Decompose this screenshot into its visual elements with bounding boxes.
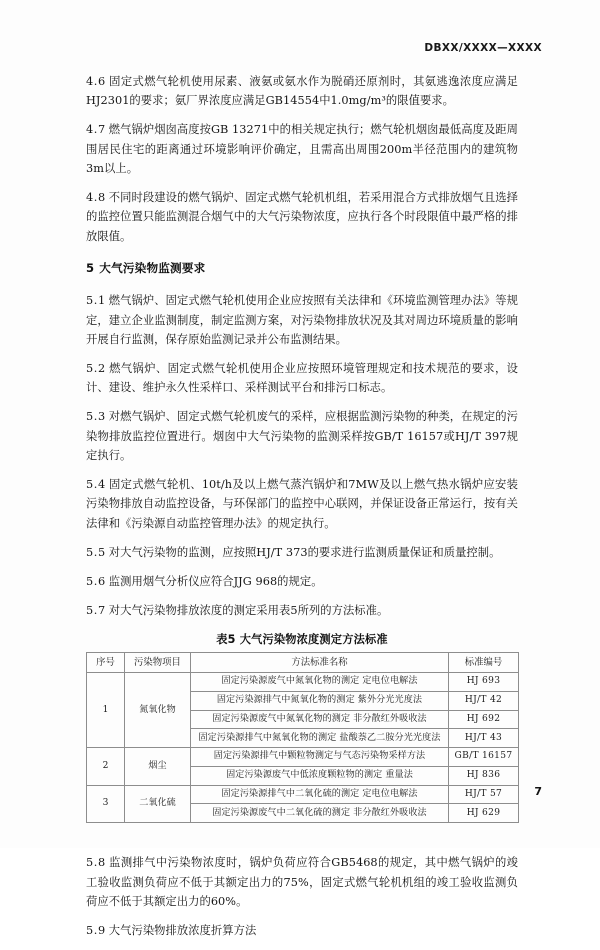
cell-method: 固定污染源排气中氮氧化物的测定 盐酸萘乙二胺分光光度法 [191, 729, 449, 748]
cell-code: HJ/T 43 [449, 729, 519, 748]
clause-number: 5.4 [86, 478, 106, 491]
cell-method: 固定污染源废气中二氧化硫的测定 非分散红外吸收法 [191, 804, 449, 823]
page-header-standard-code: DBXX/XXXX—XXXX [424, 42, 542, 54]
cell-method: 固定污染源废气中氮氧化物的测定 定电位电解法 [191, 672, 449, 691]
clause-number: 5.9 [86, 923, 106, 937]
section-title: 大气污染物监测要求 [99, 261, 206, 276]
clause-5-9 [86, 921, 518, 940]
clause-number: 4.6 [86, 75, 106, 88]
column-header-code: 标准编号 [449, 652, 519, 672]
table-bottom-spacer [86, 827, 518, 853]
section-number: 5 [86, 261, 95, 276]
cell-method: 固定污染源废气中低浓度颗粒物的测定 重量法 [191, 766, 449, 785]
cell-index: 2 [87, 748, 125, 786]
column-header-method: 方法标准名称 [191, 652, 449, 672]
clause-text: 对大气污染物排放浓度的测定采用表5所列的方法标准。 [108, 603, 389, 617]
section-5-heading [86, 259, 518, 278]
table-row [87, 748, 519, 767]
clause-text: 燃气锅炉、固定式燃气轮机使用企业应按照有关法律和《环境监测管理办法》等规定，建立企业监测制度，制定监测方案，对污染物排放状况及其对周边环境质量的影响开展自行监测，保存原始监测记录并公布监测结果。 [86, 294, 518, 347]
table5-caption: 表5 大气污染物浓度测定方法标准 [216, 632, 388, 646]
cell-method: 固定污染源排气中颗粒物测定与气态污染物采样方法 [191, 748, 449, 767]
clause-5-4 [86, 475, 518, 533]
cell-pollutant: 氮氧化物 [125, 672, 191, 747]
cell-code: HJ 629 [449, 804, 519, 823]
clause-5-5 [86, 543, 518, 562]
column-header-pollutant: 污染物项目 [125, 652, 191, 672]
clause-text: 燃气锅炉烟囱高度按GB 13271中的相关规定执行；燃气轮机烟囱最低高度及距周围居民住宅的距离通过环境影响评价确定，且需高出周围200m半径范围内的建筑物3m以上。 [86, 123, 518, 176]
clause-4-6 [86, 72, 518, 111]
clause-text: 不同时段建设的燃气锅炉、固定式燃气轮机机组，若采用混合方式排放烟气且选择的监控位置只能监测混合烟气中的大气污染物浓度，应执行各个时段限值中最严格的排放限值。 [86, 191, 518, 243]
table-row [87, 785, 519, 804]
clause-5-1 [86, 291, 518, 349]
cell-method: 固定污染源排气中二氧化硫的测定 定电位电解法 [191, 785, 449, 804]
clause-number: 5.2 [86, 361, 106, 375]
cell-code: HJ/T 42 [449, 691, 519, 710]
cell-code: HJ 836 [449, 766, 519, 785]
clause-5-2 [86, 359, 518, 398]
clause-text: 监测用烟气分析仪应符合JJG 968的规定。 [108, 574, 323, 588]
cell-index: 3 [87, 785, 125, 823]
clause-number: 5.7 [86, 603, 106, 617]
cell-method: 固定污染源废气中氮氧化物的测定 非分散红外吸收法 [191, 710, 449, 729]
document-content [86, 72, 518, 950]
cell-code: HJ 693 [449, 672, 519, 691]
clause-5-7 [86, 601, 518, 620]
column-header-index: 序号 [87, 652, 125, 672]
clause-text: 监测排气中污染物浓度时，锅炉负荷应符合GB5468的规定，其中燃气锅炉的竣工验收监测负荷应不低于其额定出力的75%，固定式燃气轮机机组的竣工验收监测负荷应不低于其额定出力的60%。 [86, 856, 518, 908]
cell-pollutant: 烟尘 [125, 748, 191, 786]
cell-method: 固定污染源排气中氮氧化物的测定 紫外分光光度法 [191, 691, 449, 710]
page-number: 7 [534, 785, 542, 798]
cell-code: HJ/T 57 [449, 785, 519, 804]
clause-text: 固定式燃气轮机、10t/h及以上燃气蒸汽锅炉和7MW及以上燃气热水锅炉应安装污染物排放自动监控设备，与环保部门的监控中心联网，并保证设备正常运行，按有关法律和《污染源自动监控管理办法》的规定执行。 [86, 478, 518, 530]
clause-5-3 [86, 407, 518, 465]
cell-code: HJ 692 [449, 710, 519, 729]
clause-number: 5.3 [86, 410, 106, 424]
table5-body [87, 672, 519, 822]
clause-number: 5.5 [86, 545, 106, 559]
clause-number: 5.8 [86, 856, 106, 870]
cell-index: 1 [87, 672, 125, 747]
clause-number: 5.1 [86, 294, 106, 308]
table-row [87, 672, 519, 691]
clause-number: 4.7 [86, 123, 106, 137]
clause-4-8 [86, 188, 518, 246]
table5-header [87, 652, 519, 672]
clause-text: 对燃气锅炉、固定式燃气轮机废气的采样，应根据监测污染物的种类，在规定的污染物排放监控位置进行。烟囱中大气污染物的监测采样按GB/T 16157或HJ/T 397规定执行。 [86, 410, 518, 463]
clause-number: 4.8 [86, 191, 106, 205]
clause-text: 固定式燃气轮机使用尿素、液氨或氨水作为脱硝还原剂时，其氨逃逸浓度应满足HJ2301的要求；氨厂界浓度应满足GB14554中1.0mg/m³的限值要求。 [86, 75, 518, 108]
clause-text: 对大气污染物的监测，应按照HJ/T 373的要求进行监测质量保证和质量控制。 [108, 545, 501, 559]
clause-text: 燃气锅炉、固定式燃气轮机使用企业应按照环境管理规定和技术规范的要求，设计、建设、维护永久性采样口、采样测试平台和排污口标志。 [86, 361, 518, 395]
cell-code: GB/T 16157 [449, 748, 519, 767]
clause-text: 大气污染物排放浓度折算方法 [108, 923, 257, 937]
table5-measurement-methods [86, 652, 519, 823]
table-header-row [87, 652, 519, 672]
clause-4-7 [86, 120, 518, 178]
clause-number: 5.6 [86, 574, 106, 588]
clause-5-8 [86, 853, 518, 911]
cell-pollutant: 二氧化硫 [125, 785, 191, 823]
clause-5-6 [86, 572, 518, 591]
